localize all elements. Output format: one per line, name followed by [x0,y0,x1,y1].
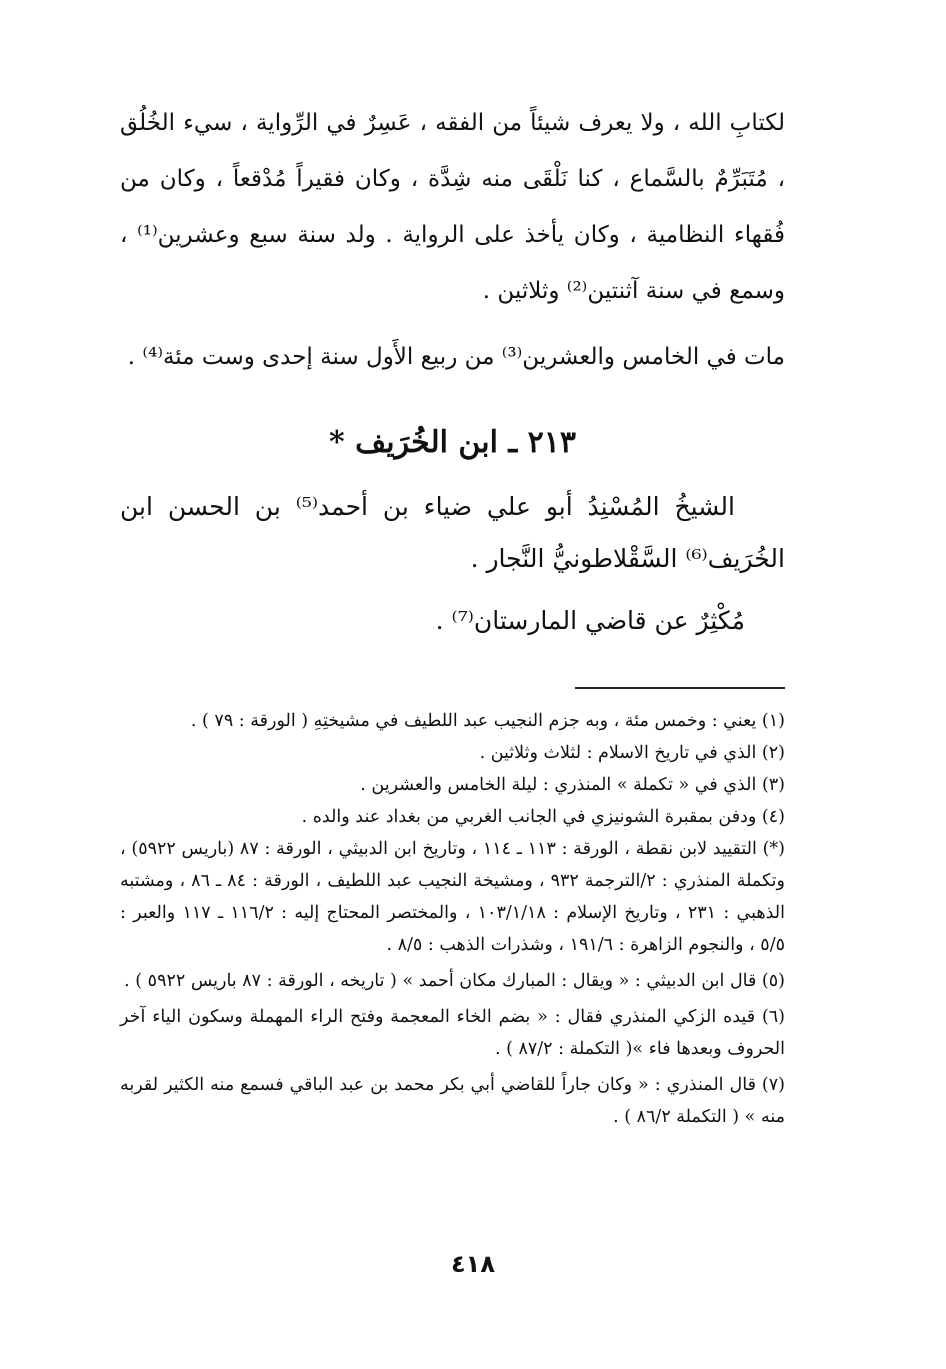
footnote-item: (٧) قال المنذري : « وكان جاراً للقاضي أبي بكر محمد بن عبد الباقي فسمع منه الكثير لقربه منه » ( التكملة ٨٦/٢ ) . [120,1075,785,1127]
page-content [120,95,785,1133]
entry-note-line: مُكْثِرٌ عن قاضي المارستان⁽⁷⁾ . [435,606,745,635]
page-number: ٤١٨ [451,1250,495,1278]
body-paragraph: لكتابِ الله ، ولا يعرف شيئاً من الفقه ، عَسِرٌ في الرِّواية ، سيء الخُلُق ، مُتَبَرِّمٌ بالسَّماع ، كنا نَلْقَى منه شِدَّة ، وكان فقيراً مُدْقعاً ، وكان من فُقهاء النظامية ، وكان يأخذ على الرواية . ولد سنة سبع وعشرين⁽¹⁾ ، وسمع في سنة آثنتين⁽²⁾ وثلاثين . [120,110,785,304]
body-paragraph: مات في الخامس والعشرين⁽³⁾ من ربيع الأَول سنة إحدى وست مئة⁽⁴⁾ . [127,344,785,370]
footnote-item: (*) التقييد لابن نقطة ، الورقة : ١١٣ ـ ١١٤ ، وتاريخ ابن الدبيثي ، الورقة : ٨٧ (باريس ٥٩٢٢) ، وتكملة المنذري : ٢/الترجمة ٩٣٢ ، ومشيخة النجيب عبد اللطيف ، الورقة : ٨٤ ـ ٨٦ ، ومشتبه الذهبي : ٢٣١ ، وتاريخ الإسلام : ١٠٣/١/١٨ ، والمختصر المحتاج إليه : ١١٦/٢ ـ ١١٧ والعبر : ٥/٥ ، والنجوم الزاهرة : ١٩١/٦ ، وشذرات الذهب : ٨/٥ . [120,839,785,955]
entry-heading: ٢١٣ ـ ابن الخُرَيف * [329,425,576,460]
footnote-item: (٤) ودفن بمقبرة الشونيزي في الجانب الغربي من بغداد عند والده . [301,807,785,827]
footnote-item: (٣) الذي في « تكملة » المنذري : ليلة الخامس والعشرين . [360,775,785,795]
footnotes-section [120,705,785,1133]
entry-bio-line: الشيخُ المُسْنِدُ أبو علي ضياء بن أحمد⁽⁵⁾ بن الحسن ابن الخُرَيف⁽⁶⁾ السَّقْلاطونيُّ النَّجار . [120,492,785,573]
footnote-divider [575,687,785,689]
footnote-item: (٢) الذي في تاريخ الاسلام : لثلاث وثلاثين . [479,743,785,763]
footnote-item: (٥) قال ابن الدبيثي : « ويقال : المبارك مكان أحمد » ( تاريخه ، الورقة : ٨٧ باريس ٥٩٢٢ ) . [124,971,785,991]
footnote-item: (١) يعني : وخمس مئة ، وبه جزم النجيب عبد اللطيف في مشيختِهِ ( الورقة : ٧٩ ) . [190,711,785,731]
footnote-item: (٦) قيده الزكي المنذري فقال : « بضم الخاء المعجمة وفتح الراء المهملة وسكون الياء آخر الحروف وبعدها فاء »( التكملة : ٨٧/٢ ) . [120,1007,785,1059]
